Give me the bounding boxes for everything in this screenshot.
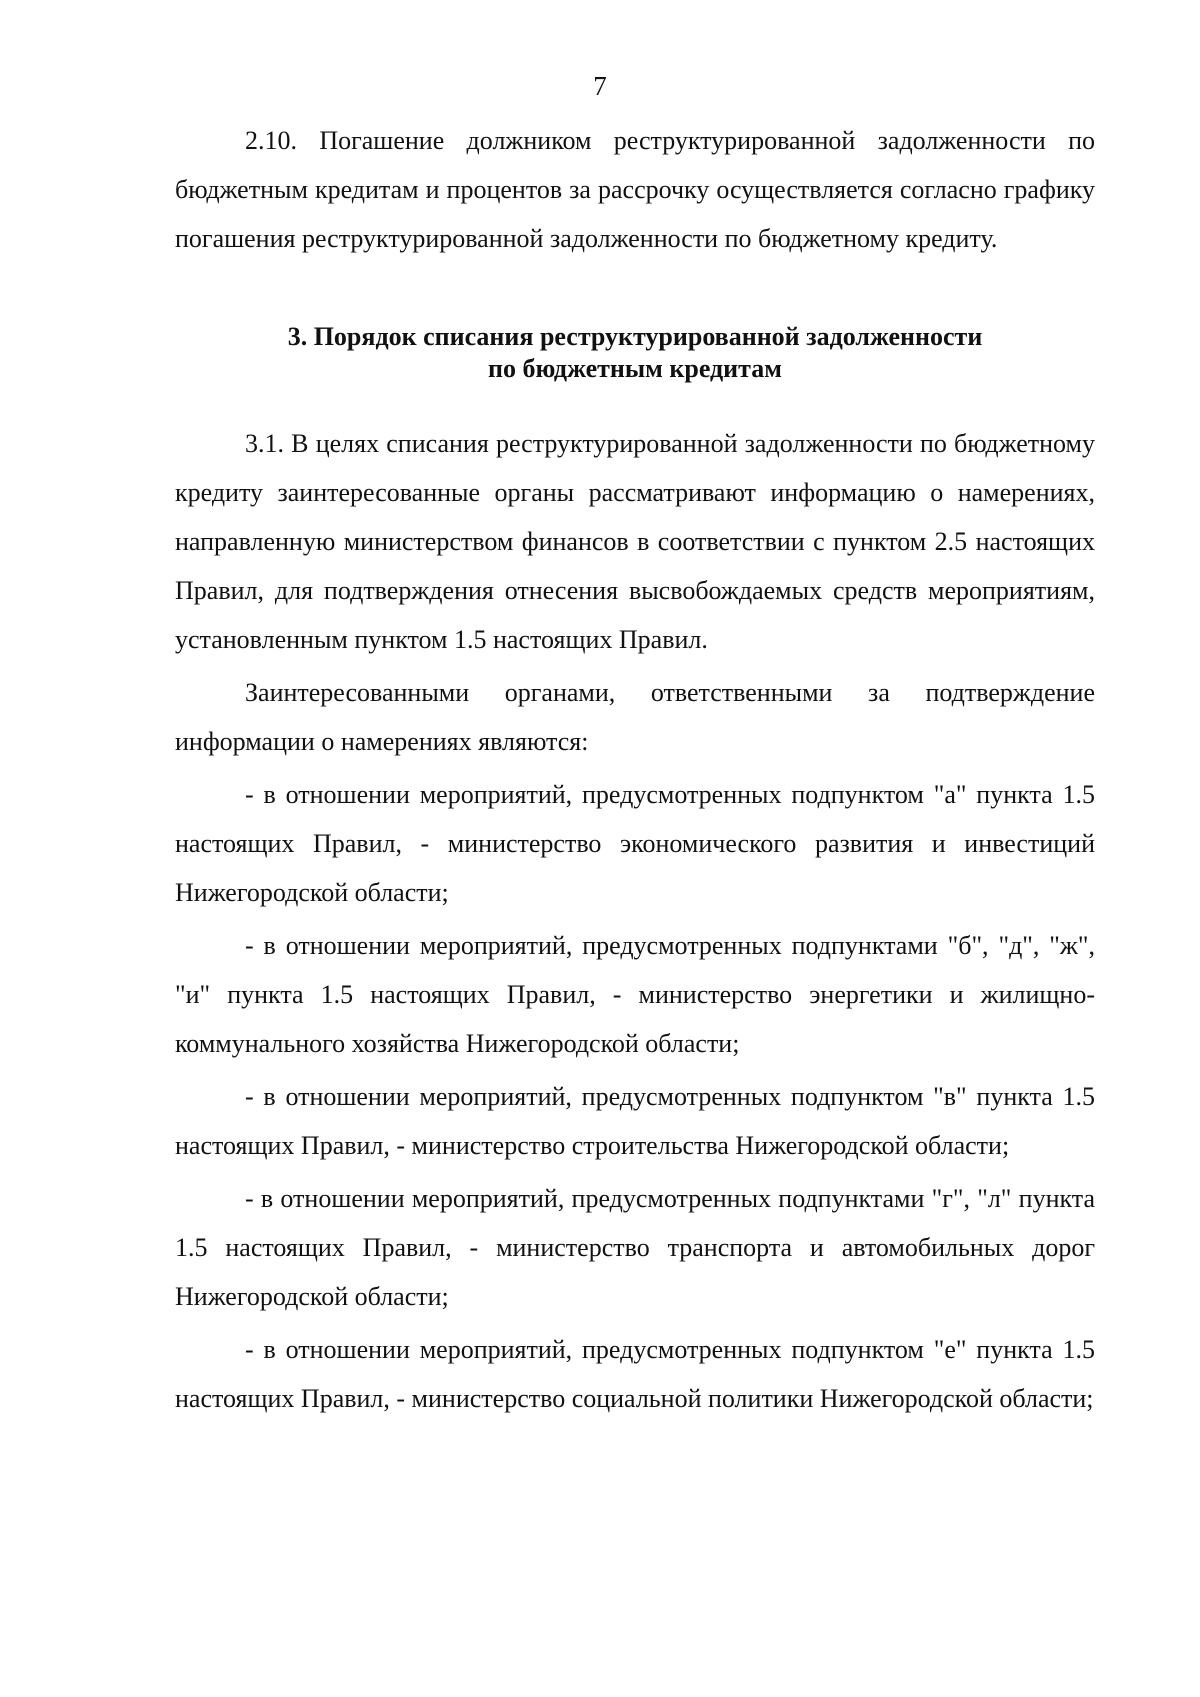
paragraph-responsible-bodies-intro: Заинтересованными органами, ответственными за подтверждение информации о намерениях являются: — [175, 678, 1095, 756]
paragraph-3-1: 3.1. В целях списания реструктурированной задолженности по бюджетному кредиту заинтересованные органы рассматривают информацию о намерениях, направленную министерством финансов в соответствии с пунктом 2.5 настоящих Правил, для подтверждения отнесения высвобождаемых средств мероприятиям, установленным пунктом 1.5 настоящих Правил. — [175, 429, 1095, 654]
section-3-title-line-1: 3. Порядок списания реструктурированной задолженности — [287, 322, 983, 351]
list-item: - в отношении мероприятий, предусмотренных подпунктом "в" пункта 1.5 настоящих Правил, - министерство строительства Нижегородской области; — [175, 1082, 1095, 1160]
document-body — [175, 116, 1095, 1423]
list-item: - в отношении мероприятий, предусмотренных подпунктом "е" пункта 1.5 настоящих Правил, - министерство социальной политики Нижегородской области; — [175, 1335, 1095, 1413]
list-item: - в отношении мероприятий, предусмотренных подпунктом "а" пункта 1.5 настоящих Правил, - министерство экономического развития и инвестиций Нижегородской области; — [175, 780, 1095, 907]
page-number: 7 — [593, 71, 607, 101]
list-item: - в отношении мероприятий, предусмотренных подпунктами "г", "л" пункта 1.5 настоящих Правил, - министерство транспорта и автомобильных дорог Нижегородской области; — [175, 1184, 1095, 1311]
section-3-heading — [175, 321, 1095, 385]
paragraph-2-10: 2.10. Погашение должником реструктурированной задолженности по бюджетным кредитам и процентов за рассрочку осуществляется согласно графику погашения реструктурированной задолженности по бюджетному кредиту. — [175, 126, 1095, 253]
section-3-title-line-2: по бюджетным кредитам — [488, 354, 782, 383]
list-item: - в отношении мероприятий, предусмотренных подпунктами "б", "д", "ж", "и" пункта 1.5 настоящих Правил, - министерство энергетики и жилищно-коммунального хозяйства Нижегородской области; — [175, 931, 1095, 1058]
